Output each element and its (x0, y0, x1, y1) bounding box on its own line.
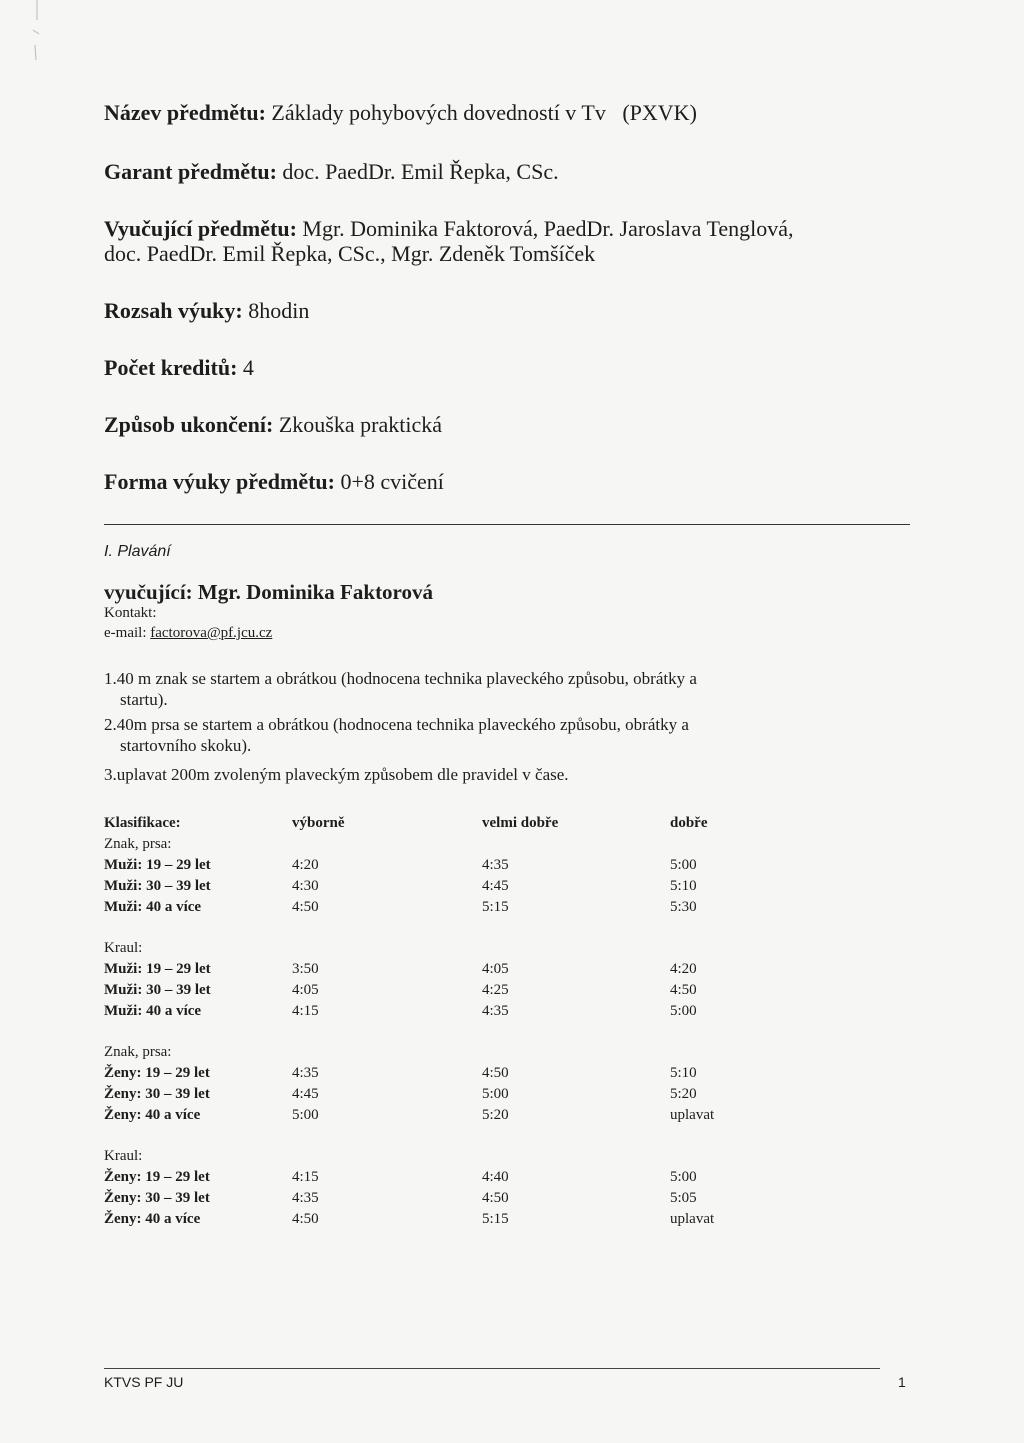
table-row (104, 1211, 790, 1232)
vyucujici-row (104, 216, 794, 266)
category-cell: Ženy: 19 – 29 let (104, 1065, 210, 1081)
vyborne-cell: 4:15 (292, 1169, 319, 1185)
velmi-dobre-cell: 5:20 (482, 1107, 509, 1123)
forma-row (104, 469, 444, 494)
category-cell: Muži: 40 a více (104, 899, 202, 915)
nazev-row (104, 100, 697, 125)
task-1 (104, 668, 874, 710)
garant-label: Garant předmětu: (104, 159, 277, 184)
velmi-dobre-cell: 4:45 (482, 878, 509, 894)
vyucujici-value-line1: Mgr. Dominika Faktorová, PaedDr. Jaroslava Tenglová, (302, 216, 794, 241)
klasifikace-table (104, 815, 790, 1232)
dobre-cell: 5:00 (670, 1003, 697, 1019)
dobre-cell: 5:10 (670, 1065, 697, 1081)
page-number: 1 (898, 1374, 906, 1390)
vyucujici-value-line2: doc. PaedDr. Emil Řepka, CSc., Mgr. Zdeněk Tomšíček (104, 241, 596, 266)
teacher-label: vyučující: (104, 580, 193, 604)
rozsah-value: 8hodin (248, 298, 310, 323)
table-row (104, 1065, 790, 1086)
klasifikace-header-col1: výborně (292, 815, 345, 831)
group-title: Kraul: (104, 940, 143, 956)
ukonceni-label: Způsob ukončení: (104, 412, 274, 437)
email-row (104, 625, 272, 642)
teacher-name: Mgr. Dominika Faktorová (197, 580, 433, 604)
group-title-row (104, 1148, 790, 1169)
contact-label: Kontakt: (104, 605, 157, 621)
rozsah-label: Rozsah výuky: (104, 298, 243, 323)
velmi-dobre-cell: 4:35 (482, 1003, 509, 1019)
garant-value: doc. PaedDr. Emil Řepka, CSc. (282, 159, 559, 184)
velmi-dobre-cell: 4:25 (482, 982, 509, 998)
scan-artifact-mark (30, 0, 44, 70)
garant-row (104, 159, 559, 184)
category-cell: Muži: 40 a více (104, 1003, 202, 1019)
vyborne-cell: 4:35 (292, 1190, 319, 1206)
dobre-cell: 5:00 (670, 857, 697, 873)
velmi-dobre-cell: 5:00 (482, 1086, 509, 1102)
spacer-row (104, 920, 790, 940)
vyborne-cell: 3:50 (292, 961, 319, 977)
task-1-line1: 1.40 m znak se startem a obrátkou (hodnocena technika plaveckého způsobu, obrátky a (104, 669, 697, 688)
dobre-cell: 5:20 (670, 1086, 697, 1102)
section-teacher (104, 580, 433, 605)
vyborne-cell: 4:15 (292, 1003, 319, 1019)
dobre-cell: 5:30 (670, 899, 697, 915)
velmi-dobre-cell: 4:50 (482, 1190, 509, 1206)
velmi-dobre-cell: 5:15 (482, 899, 509, 915)
task-3-line1: 3.uplavat 200m zvoleným plaveckým způsobem dle pravidel v čase. (104, 765, 569, 784)
vyborne-cell: 4:05 (292, 982, 319, 998)
footer-department: KTVS PF JU (104, 1374, 184, 1390)
ukonceni-value: Zkouška praktická (278, 412, 442, 437)
category-cell: Ženy: 40 a více (104, 1107, 201, 1123)
group-title-row (104, 836, 790, 857)
klasifikace-header-row (104, 815, 790, 836)
email-label: e-mail: (104, 625, 147, 641)
dobre-cell: uplavat (670, 1211, 715, 1227)
velmi-dobre-cell: 4:35 (482, 857, 509, 873)
category-cell: Ženy: 19 – 29 let (104, 1169, 210, 1185)
group-title-row (104, 940, 790, 961)
nazev-value: Základy pohybových dovedností v Tv (PXVK) (271, 100, 697, 125)
kredity-label: Počet kreditů: (104, 355, 238, 380)
table-row (104, 1086, 790, 1107)
category-cell: Muži: 30 – 39 let (104, 982, 211, 998)
kredity-value: 4 (242, 355, 254, 380)
table-row (104, 1190, 790, 1211)
velmi-dobre-cell: 4:50 (482, 1065, 509, 1081)
rozsah-row (104, 298, 309, 323)
section-divider (104, 524, 910, 525)
vyborne-cell: 5:00 (292, 1107, 319, 1123)
velmi-dobre-cell: 4:40 (482, 1169, 509, 1185)
table-row (104, 1169, 790, 1190)
spacer-row (104, 1128, 790, 1148)
vyborne-cell: 4:20 (292, 857, 319, 873)
table-row (104, 857, 790, 878)
vyborne-cell: 4:50 (292, 1211, 319, 1227)
dobre-cell: 5:00 (670, 1169, 697, 1185)
category-cell: Ženy: 40 a více (104, 1211, 201, 1227)
klasifikace-header-col2: velmi dobře (482, 815, 559, 831)
category-cell: Ženy: 30 – 39 let (104, 1190, 210, 1206)
table-row (104, 982, 790, 1003)
dobre-cell: 4:20 (670, 961, 697, 977)
group-title: Kraul: (104, 1148, 143, 1164)
dobre-cell: 5:10 (670, 878, 697, 894)
dobre-cell: 4:50 (670, 982, 697, 998)
group-title-row (104, 1044, 790, 1065)
task-2-line1: 2.40m prsa se startem a obrátkou (hodnocena technika plaveckého způsobu, obrátky a (104, 715, 689, 734)
vyborne-cell: 4:30 (292, 878, 319, 894)
task-2-line2: startovního skoku). (120, 736, 252, 755)
email-link[interactable]: factorova@pf.jcu.cz (150, 625, 273, 641)
category-cell: Ženy: 30 – 39 let (104, 1086, 210, 1102)
table-row (104, 878, 790, 899)
nazev-label: Název předmětu: (104, 100, 266, 125)
dobre-cell: 5:05 (670, 1190, 697, 1206)
kredity-row (104, 355, 254, 380)
task-2 (104, 714, 874, 756)
category-cell: Muži: 30 – 39 let (104, 878, 211, 894)
table-row (104, 1107, 790, 1128)
table-row (104, 1003, 790, 1024)
vyborne-cell: 4:50 (292, 899, 319, 915)
dobre-cell: uplavat (670, 1107, 715, 1123)
group-title: Znak, prsa: (104, 836, 172, 852)
forma-value: 0+8 cvičení (340, 469, 444, 494)
velmi-dobre-cell: 4:05 (482, 961, 509, 977)
vyborne-cell: 4:45 (292, 1086, 319, 1102)
table-row (104, 961, 790, 982)
velmi-dobre-cell: 5:15 (482, 1211, 509, 1227)
category-cell: Muži: 19 – 29 let (104, 961, 211, 977)
task-3 (104, 764, 874, 785)
task-1-line2: startu). (120, 690, 168, 709)
category-cell: Muži: 19 – 29 let (104, 857, 211, 873)
spacer-row (104, 1024, 790, 1044)
section-title: I. Plavání (104, 543, 171, 560)
klasifikace-header-label: Klasifikace: (104, 815, 181, 831)
ukonceni-row (104, 412, 442, 437)
group-title: Znak, prsa: (104, 1044, 172, 1060)
forma-label: Forma výuky předmětu: (104, 469, 335, 494)
footer-divider (104, 1368, 880, 1369)
table-row (104, 899, 790, 920)
vyborne-cell: 4:35 (292, 1065, 319, 1081)
klasifikace-header-col3: dobře (670, 815, 708, 831)
vyucujici-label: Vyučující předmětu: (104, 216, 297, 241)
